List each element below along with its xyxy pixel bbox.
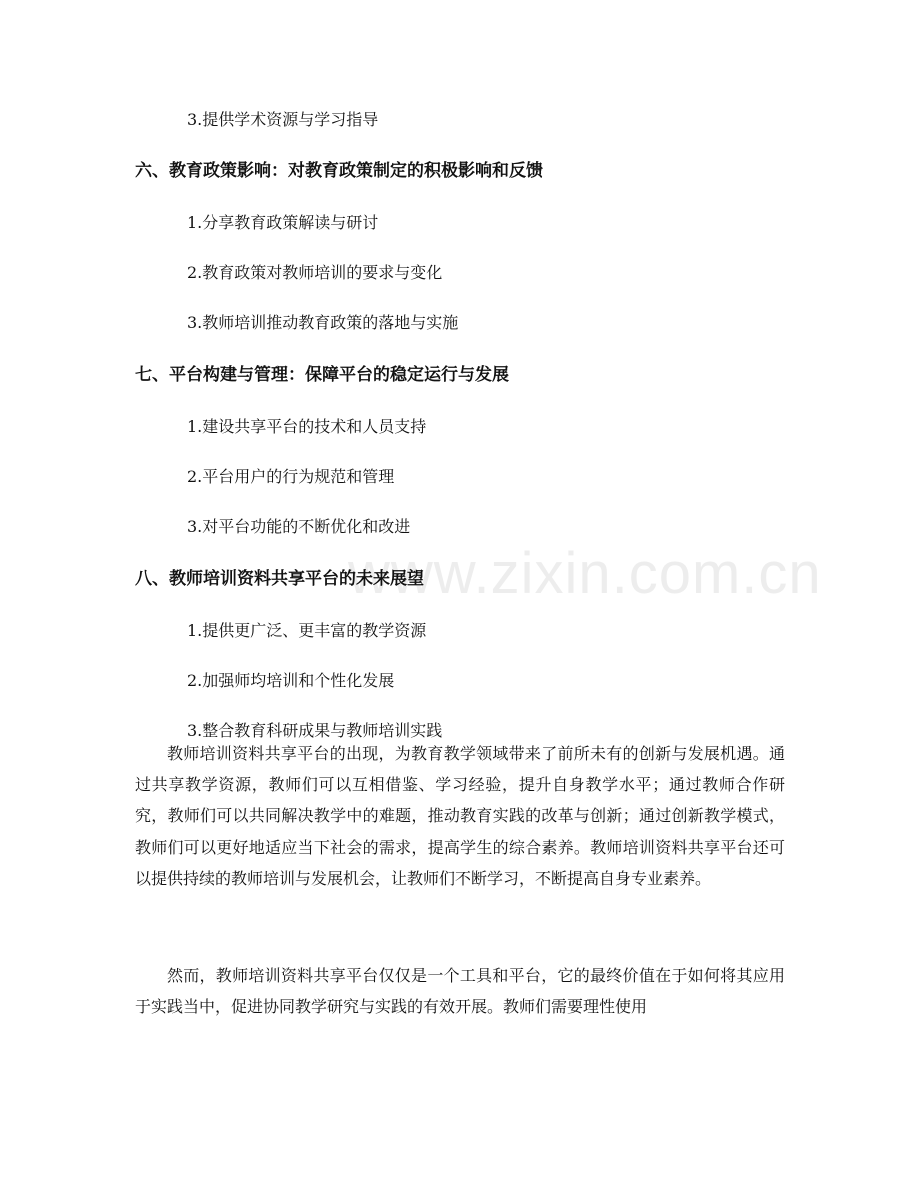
watermark: www.zixin.com.cn (348, 541, 822, 606)
outline-item: 2.平台用户的行为规范和管理 (187, 467, 395, 486)
body-paragraph: 教师培训资料共享平台的出现，为教育教学领域带来了前所未有的创新与发展机遇。通过共享教学资源，教师们可以互相借鉴、学习经验，提升自身教学水平；通过教师合作研究，教师们可以共同解决教学中的难题，推动教育实践的改革与创新；通过创新教学模式，教师们可以更好地适应当下社会的需求，提高学生的综合素养。教师培训资料共享平台还可以提供持续的教师培训与发展机会，让教师们不断学习，不断提高自身专业素养。 (135, 744, 785, 888)
outline-item: 1.建设共享平台的技术和人员支持 (187, 417, 427, 436)
outline-item: 2.教育政策对教师培训的要求与变化 (187, 263, 443, 282)
outline-item: 3.教师培训推动教育政策的落地与实施 (187, 313, 459, 332)
outline-item: 3.整合教育科研成果与教师培训实践 (187, 721, 443, 740)
outline-item: 2.加强师均培训和个性化发展 (187, 671, 395, 690)
outline-item: 1.提供更广泛、更丰富的教学资源 (187, 621, 427, 640)
section-heading: 七、平台构建与管理：保障平台的稳定运行与发展 (135, 365, 509, 385)
section-heading: 八、教师培训资料共享平台的未来展望 (135, 569, 424, 589)
outline-item: 3.对平台功能的不断优化和改进 (187, 517, 411, 536)
body-paragraph: 然而，教师培训资料共享平台仅仅是一个工具和平台，它的最终价值在于如何将其应用于实践当中，促进协同教学研究与实践的有效开展。教师们需要理性使用 (135, 966, 785, 1017)
outline-item: 1.分享教育政策解读与研讨 (187, 213, 379, 232)
outline-item: 3.提供学术资源与学习指导 (187, 110, 379, 129)
section-heading: 六、教育政策影响：对教育政策制定的积极影响和反馈 (135, 161, 543, 181)
